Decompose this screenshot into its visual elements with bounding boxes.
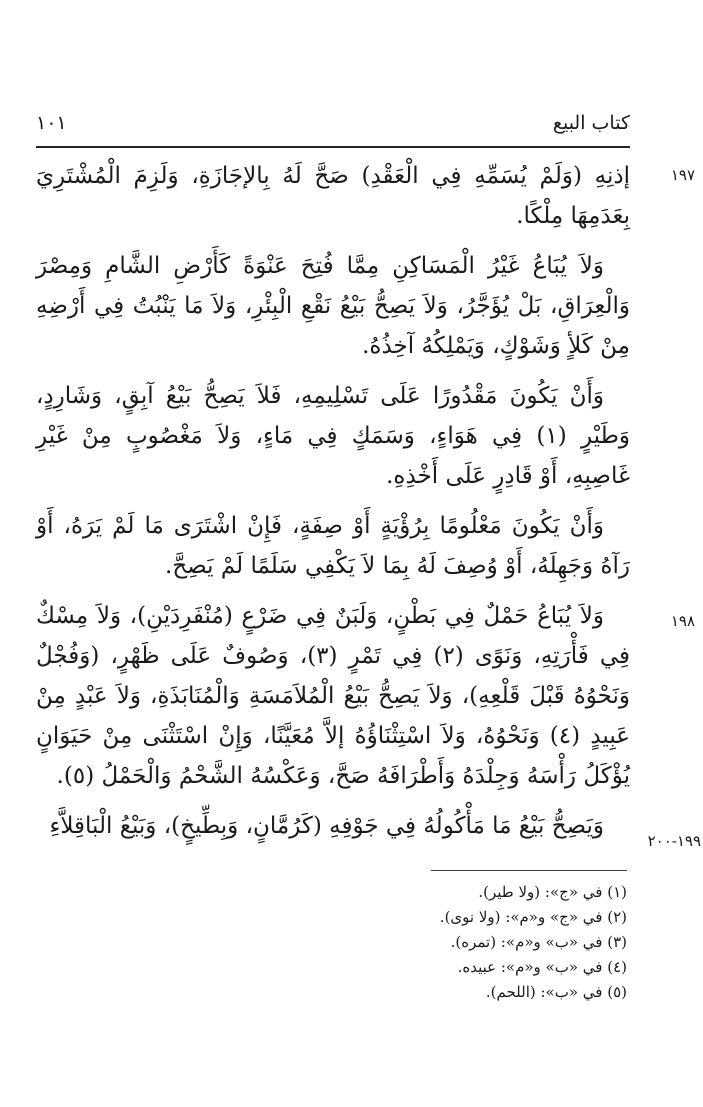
paragraph: وَيَصِحُّ بَيْعُ مَا مَأْكُولُهُ فِي جَوْفِهِ (كَرُمَّانٍ، وَبِطِّيخٍ)، وَبَيْعُ الْبَاقِلاَّءِ <box>49 813 604 839</box>
footnote: (٤) في «ب» و«م»: عبيده. <box>457 958 627 976</box>
main-text <box>36 156 630 856</box>
page-number: ١٠١ <box>36 112 67 134</box>
footnote: (٣) في «ب» و«م»: (تمره). <box>450 933 627 951</box>
footnote: (٥) في «ب»: (اللحم). <box>485 983 627 1001</box>
running-title: كتاب البيع <box>552 112 630 134</box>
paragraph: وَلاَ يُبَاعُ غَيْرُ الْمَسَاكِنِ مِمَّا فُتِحَ عَنْوَةً كَأَرْضِ الشَّامِ وَمِصْرَ وَالْعِرَاقِ، بَلْ يُؤَجَّرُ، وَلاَ يَصِحُّ بَيْعُ نَقْعِ الْبِئْرِ، وَلاَ مَا يَنْبُتُ فِي أَرْضِهِ مِنْ كَلأٍ وَشَوْكٍ، وَيَمْلِكُهُ آخِذُهُ. <box>36 253 630 359</box>
margin-number-199-200: ١٩٩-٢٠٠ <box>647 832 701 850</box>
paragraph: إذنِهِ (وَلَمْ يُسَمِّهِ فِي الْعَقْدِ) صَحَّ لَهُ بِالإجَازَةِ، وَلَزِمَ الْمُشْتَرِيَ بِعَدَمِهَا مِلْكًا. <box>36 163 630 229</box>
page-header <box>36 112 630 146</box>
footnote: (٢) في «ج» و«م»: (ولا نوى). <box>439 908 627 926</box>
paragraph: وَأَنْ يَكُونَ مَعْلُومًا بِرُؤْيَةٍ أَوْ صِفَةٍ، فَإِنْ اشْتَرَى مَا لَمْ يَرَهُ، أَوْ رَآهُ وَجَهِلَهُ، أَوْ وُصِفَ لَهُ بِمَا لاَ يَكْفِي سَلَمًا لَمْ يَصِحَّ. <box>36 513 630 579</box>
paragraph: وَلاَ يُبَاعُ حَمْلٌ فِي بَطْنٍ، وَلَبَنٌ فِي ضَرْعٍ (مُنْفَرِدَيْنِ)، وَلاَ مِسْكٌ فِي فَأْرَتِهِ، وَنَوًى (٢) فِي تَمْرٍ (٣)، وَصُوفٌ عَلَى ظَهْرٍ، (وَفُجْلٌ وَنَحْوُهُ قَبْلَ قَلْعِهِ)، وَلاَ يَصِحُّ بَيْعُ الْمُلاَمَسَةِ وَالْمُنَابَذَةِ، وَلاَ عَبْدٍ مِنْ عَبِيدٍ (٤) وَنَحْوُهُ، وَلاَ اسْتِثْنَاؤُهُ إلاَّ مُعَيَّنًا، وَإِنْ اسْتَثْنَى مِنْ حَيَوَانٍ يُؤْكَلُ رَأْسَهُ وَجِلْدَهُ وَأَطْرَافَهُ صَحَّ، وَعَكْسُهُ الشَّحْمُ وَالْحَمْلُ (٥). <box>36 603 631 789</box>
header-rule <box>36 146 630 148</box>
margin-number-198: ١٩٨ <box>670 612 695 630</box>
footnote: (١) في «ج»: (ولا طير). <box>478 883 627 901</box>
footnotes <box>227 880 627 1005</box>
margin-number-197: ١٩٧ <box>670 166 695 184</box>
paragraph: وَأَنْ يَكُونَ مَقْدُورًا عَلَى تَسْلِيمِهِ، فَلاَ يَصِحُّ بَيْعُ آبِقٍ، وَشَارِدٍ، وَطَيْرٍ (١) فِي هَوَاءٍ، وَسَمَكٍ فِي مَاءٍ، وَلاَ مَغْصُوبٍ مِنْ غَيْرِ غَاصِبِهِ، أَوْ قَادِرٍ عَلَى أَخْذِهِ. <box>36 383 630 489</box>
footnote-rule <box>431 870 627 871</box>
